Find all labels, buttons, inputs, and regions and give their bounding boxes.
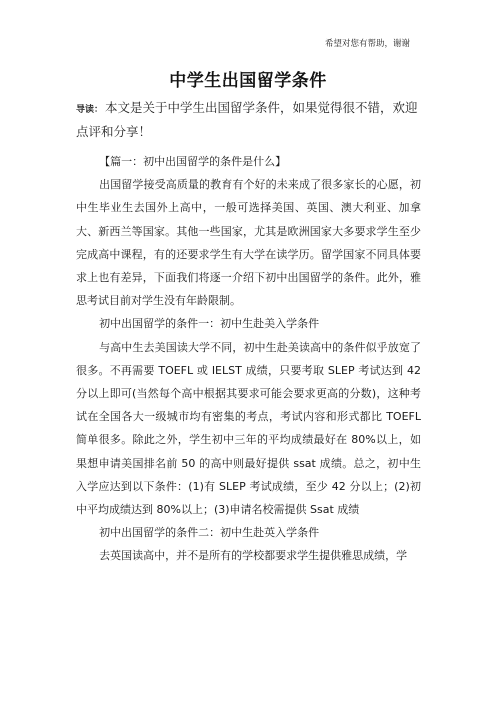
intro-lead: 导读： xyxy=(76,105,104,115)
header-note: 希望对您有帮助，谢谢 xyxy=(324,39,410,49)
section-heading: 【篇一：初中出国留学的条件是什么】 xyxy=(99,155,287,168)
document-title: 中学生出国留学条件 xyxy=(169,71,327,91)
subsection-heading: 初中出国留学的条件一：初中生赴美入学条件 xyxy=(99,317,320,331)
body-paragraph: 去英国读高中，并不是所有的学校都要求学生提供雅思成绩，学 xyxy=(99,549,408,563)
body-paragraph: 与高中生去美国读大学不同，初中生赴美读高中的条件似乎放宽了很多。不再需要 TOEFL 或 IELST 成绩，只要考取 SLEP 考试达到 42 分以上即可(当然每个高中根据其要求可能会要求更高的分数)，这种考试在全国各大一级城市均有密集的考点，考试内容和形式都比 TOEFL 简单很多。除此之外，学生初中三年的平均成绩最好在 80%以上，如果想申请美国排名前 50 的高中则最好提供 ssat 成绩。总之，初中生入学应达到以下条件：(1)有 SLEP 考试成绩，至少 42 分以上；(2)初中平均成绩达到 80%以上；(3)申请名校需提供 Ssat 成绩 xyxy=(76,340,421,517)
intro-paragraph xyxy=(76,97,421,143)
subsection-heading: 初中出国留学的条件二：初中生赴英入学条件 xyxy=(99,526,320,540)
body-text xyxy=(76,150,421,568)
body-paragraph: 出国留学接受高质量的教育有个好的未来成了很多家长的心愿，初中生毕业生去国外上高中，一般可选择美国、英国、澳大利亚、加拿大、新西兰等国家。其他一些国家，尤其是欧洲国家大多要求学生至少完成高中课程，有的还要求学生有大学在读学历。留学国家不同具体要求上也有差异，下面我们将逐一介绍下初中出国留学的条件。此外，雅思考试目前对学生没有年龄限制。 xyxy=(76,178,421,308)
intro-text: 本文是关于中学生出国留学条件，如果觉得很不错，欢迎点评和分享！ xyxy=(76,100,418,139)
